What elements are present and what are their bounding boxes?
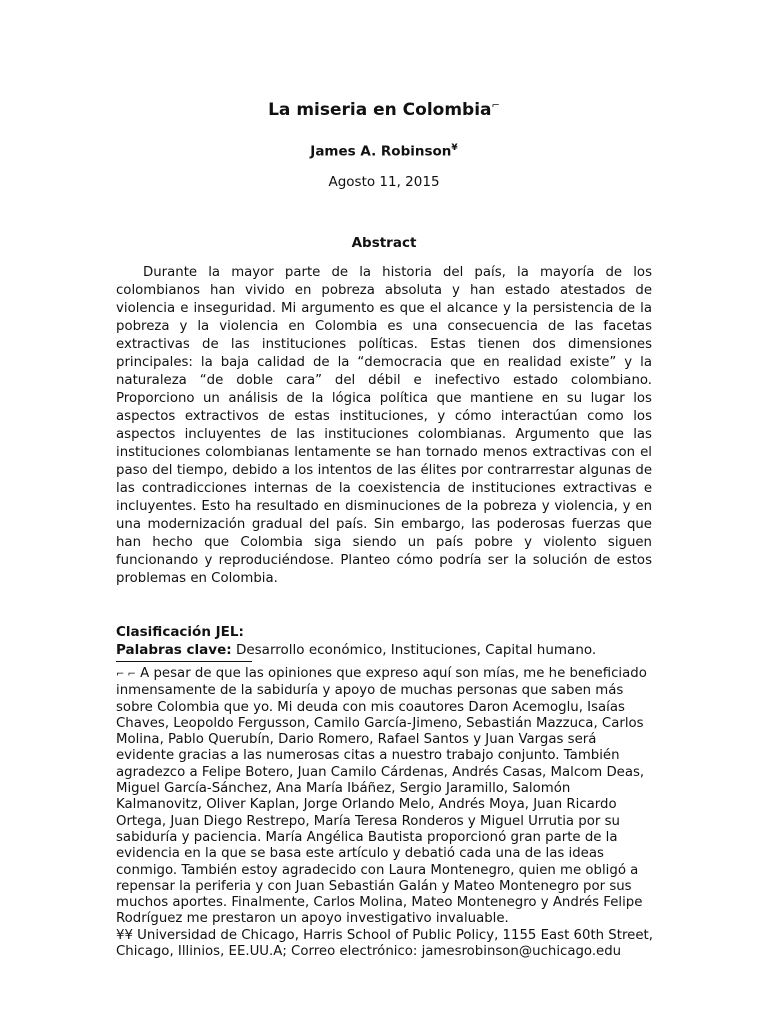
jel-label: Clasificación JEL: <box>116 624 244 640</box>
jel-classification <box>116 623 656 641</box>
footnote-acknowledgements <box>116 666 656 928</box>
footnote-text-2: Universidad de Chicago, Harris School of Public Policy, 1155 East 60th Street, Chicago, Illinios, EE.UU.A; Correo electrónico: jamesrobinson@uchicago.edu <box>116 927 653 960</box>
author-name: James A. Robinson <box>310 143 452 160</box>
footnote-affiliation <box>116 928 656 961</box>
abstract-heading: Abstract <box>351 235 417 251</box>
abstract-body: Durante la mayor parte de la historia del país, la mayoría de los colombianos han vivido en pobreza absoluta y han estado atestados de violencia e inseguridad. Mi argumento es que el alcance y la persistencia de la pobreza y la violencia en Colombia es una consecuencia de las facetas extractivas de las instituciones políticas. Estas tienen dos dimensiones principales: la baja calidad de la “democracia que en realidad existe” y la naturaleza “de doble cara” del débil e inefectivo estado colombiano. Proporciono un análisis de la lógica política que mantiene en su lugar los aspectos extractivos de estas instituciones, y cómo interactúan como los aspectos incluyentes de las instituciones colombianas. Argumento que las instituciones colombianas lentamente se han tornado menos extractivas con el paso del tiempo, debido a los intentos de las élites por contrarrestar algunas de las contradicciones internas de la coexistencia de instituciones extractivas e incluyentes. Esto ha resultado en disminuciones de la pobreza y violencia, y en una modernización gradual del país. Sin embargo, las poderosas fuerzas que han hecho que Colombia siga siendo un país pobre y violento siguen funcionando y reproduciéndose. Planteo cómo podría ser la solución de estos problemas en Colombia. <box>116 265 652 586</box>
author-footnote-mark: ¥ <box>451 143 458 153</box>
footnote-divider <box>116 661 252 662</box>
title-footnote-mark: ⌐ <box>491 100 500 112</box>
keywords-text: Desarrollo económico, Instituciones, Capital humano. <box>235 642 597 658</box>
publication-date: Agosto 11, 2015 <box>328 174 440 190</box>
keywords-line <box>116 641 656 659</box>
footnote-text-1: A pesar de que las opiniones que expreso aquí son mías, me he beneficiado inmensamente de la sabiduría y apoyo de muchas personas que saben más sobre Colombia que yo. Mi deuda con mis coautores Daron Acemoglu, Isaías Chaves, Leopoldo Fergusson, Camilo García-Jimeno, Sebastián Mazzuca, Carlos Molina, Pablo Querubín, Dario Romero, Rafael Santos y Juan Vargas será evidente gracias a las numerosas citas a nuestro trabajo conjunto. También agradezco a Felipe Botero, Juan Camilo Cárdenas, Andrés Casas, Malcom Deas, Miguel García-Sánchez, Ana María Ibáñez, Sergio Jaramillo, Salomón Kalmanovitz, Oliver Kaplan, Jorge Orlando Melo, Andrés Moya, Juan Ricardo Ortega, Juan Diego Restrepo, María Teresa Ronderos y Miguel Urrutia por su sabiduría y paciencia. María Angélica Bautista proporcionó gran parte de la evidencia en la que se basa este artículo y debatió cada una de las ideas conmigo. También estoy agradecido con Laura Montenegro, quien me obligó a repensar la periferia y con Juan Sebastián Galán y Mateo Montenegro por sus muchos aportes. Finalmente, Carlos Molina, Mateo Montenegro y Andrés Felipe Rodríguez me prestaron un apoyo investigativo invaluable. <box>116 666 647 927</box>
author-line <box>0 143 768 160</box>
footnote-mark-2: ¥¥ <box>116 927 133 943</box>
paper-title <box>0 100 768 120</box>
keywords-label: Palabras clave: <box>116 642 232 658</box>
footnotes <box>116 666 656 960</box>
footnote-mark-1: ⌐ ⌐ <box>116 669 136 680</box>
paper-title-text: La miseria en Colombia <box>268 100 492 120</box>
classification-block <box>116 623 656 659</box>
